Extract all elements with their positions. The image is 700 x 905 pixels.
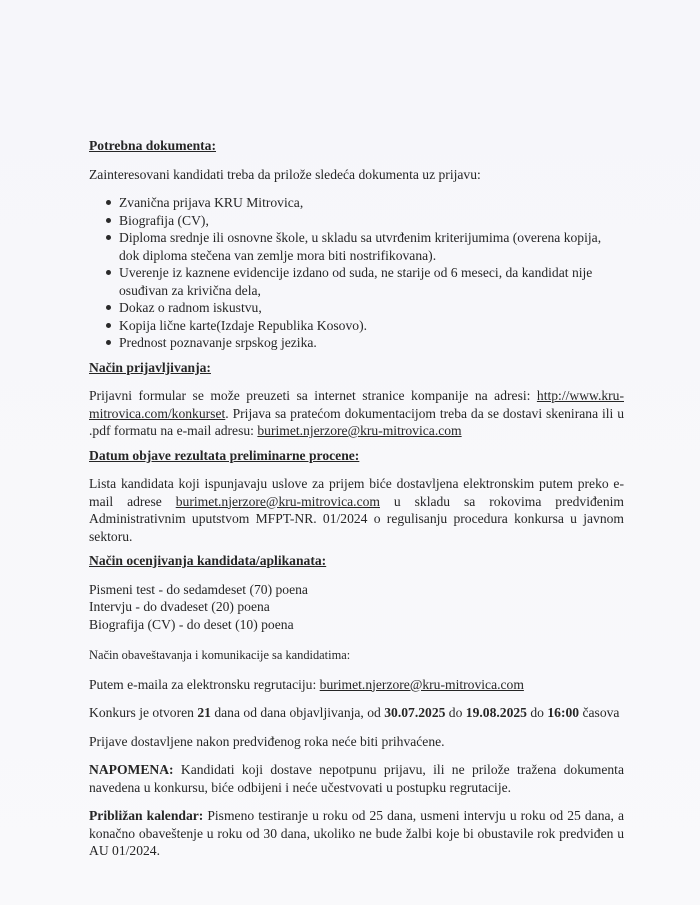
bullet-icon <box>106 235 111 240</box>
heading-results-date: Datum objave rezultata preliminarne procene: <box>89 447 360 463</box>
list-item: Diploma srednje ili osnovne škole, u skladu sa utvrđenim kriterijumima (overena kopija, dok diploma stečena van zemlje mora biti nostrifikovana). <box>89 229 624 264</box>
list-item: Dokaz o radnom iskustvu, <box>89 299 624 317</box>
application-method-text: Prijavni formular se može preuzeti sa internet stranice kompanije na adresi: http://www.kru-mitrovica.com/konkurset. Prijava sa pratećom dokumentacijom treba da se dostavi skenirana ili u .pdf formatu na e-mail adresu: burimet.njerzore@kru-mitrovica.com <box>89 388 624 438</box>
communication-text: Putem e-maila za elektronsku regrutaciju: burimet.njerzore@kru-mitrovica.com <box>89 676 524 692</box>
calendar-label: Približan kalendar: <box>89 808 204 823</box>
deadline-time: 16:00 <box>547 705 580 720</box>
bullet-icon <box>106 200 111 205</box>
list-item: Prednost poznavanje srpskog jezika. <box>89 334 624 352</box>
documents-intro: Zainteresovani kandidati treba da prilože sledeća dokumenta uz prijavu: <box>89 166 481 182</box>
heading-application-method: Način prijavljivanja: <box>89 359 211 375</box>
deadline-text: Konkurs je otvoren 21 dana od dana objavljivanja, od 30.07.2025 do 19.08.2025 do 16:00 časova <box>89 705 620 720</box>
hr-email-link[interactable]: burimet.njerzore@kru-mitrovica.com <box>257 423 462 438</box>
scoring-line-cv: Biografija (CV) - do deset (10) poena <box>89 616 294 632</box>
deadline-days: 21 <box>197 705 211 720</box>
list-item: Kopija lične karte(Izdaje Republika Kosovo). <box>89 317 624 335</box>
document-content <box>89 137 624 860</box>
bullet-icon <box>106 340 111 345</box>
results-email-link[interactable]: burimet.njerzore@kru-mitrovica.com <box>175 493 380 509</box>
documents-list <box>89 194 624 352</box>
company-website-link[interactable]: http://www.kru-mitrovica.com/konkurset <box>89 388 624 421</box>
communication-label: Način obaveštavanja i komunikacije sa kandidatima: <box>89 648 351 662</box>
bullet-icon <box>106 323 111 328</box>
list-item: Zvanična prijava KRU Mitrovica, <box>89 194 624 212</box>
scoring-line-interview: Intervju - do dvadeset (20) poena <box>89 599 270 614</box>
deadline-from-date: 30.07.2025 <box>384 705 446 720</box>
heading-required-documents: Potrebna dokumenta: <box>89 138 217 153</box>
scoring-line-test: Pismeni test - do sedamdeset (70) poena <box>89 581 308 597</box>
bullet-icon <box>106 218 111 223</box>
list-item: Biografija (CV), <box>89 212 624 230</box>
late-applications-notice: Prijave dostavljene nakon predviđenog roka neće biti prihvaćene. <box>89 733 445 749</box>
results-text: Lista kandidata koji ispunjavaju uslove za prijem biće dostavljena elektronskim putem preko e-mail adrese burimet.njerzore@kru-mitrovica.com u skladu sa rokovima predviđenim Administrativnim uputstvom MFPT-NR. 01/2024 o regulisanju procedura konkursa u javnom sektoru. <box>89 476 624 544</box>
bullet-icon <box>106 270 111 275</box>
list-item: Uverenje iz kaznene evidencije izdano od suda, ne starije od 6 meseci, da kandidat nije osuđivan za krivična dela, <box>89 264 624 299</box>
note-paragraph: NAPOMENA: Kandidati koji dostave nepotpunu prijavu, ili ne prilože tražena dokumenta navedena u konkursu, biće odbijeni i neće učestvovati u postupku regrutacije. <box>89 762 624 795</box>
heading-scoring: Način ocenjivanja kandidata/aplikanata: <box>89 553 327 568</box>
bullet-icon <box>106 305 111 310</box>
recruitment-email-link[interactable]: burimet.njerzore@kru-mitrovica.com <box>319 676 524 692</box>
deadline-to-date: 19.08.2025 <box>465 705 527 720</box>
note-label: NAPOMENA: <box>89 762 174 777</box>
calendar-paragraph: Približan kalendar: Pismeno testiranje u roku od 25 dana, usmeni intervju u roku od 25 dana, a konačno obaveštenje u roku od 30 dana, ukoliko ne bude žalbi koje bi obustavile rok predviđen u AU 01/2024. <box>89 808 624 858</box>
